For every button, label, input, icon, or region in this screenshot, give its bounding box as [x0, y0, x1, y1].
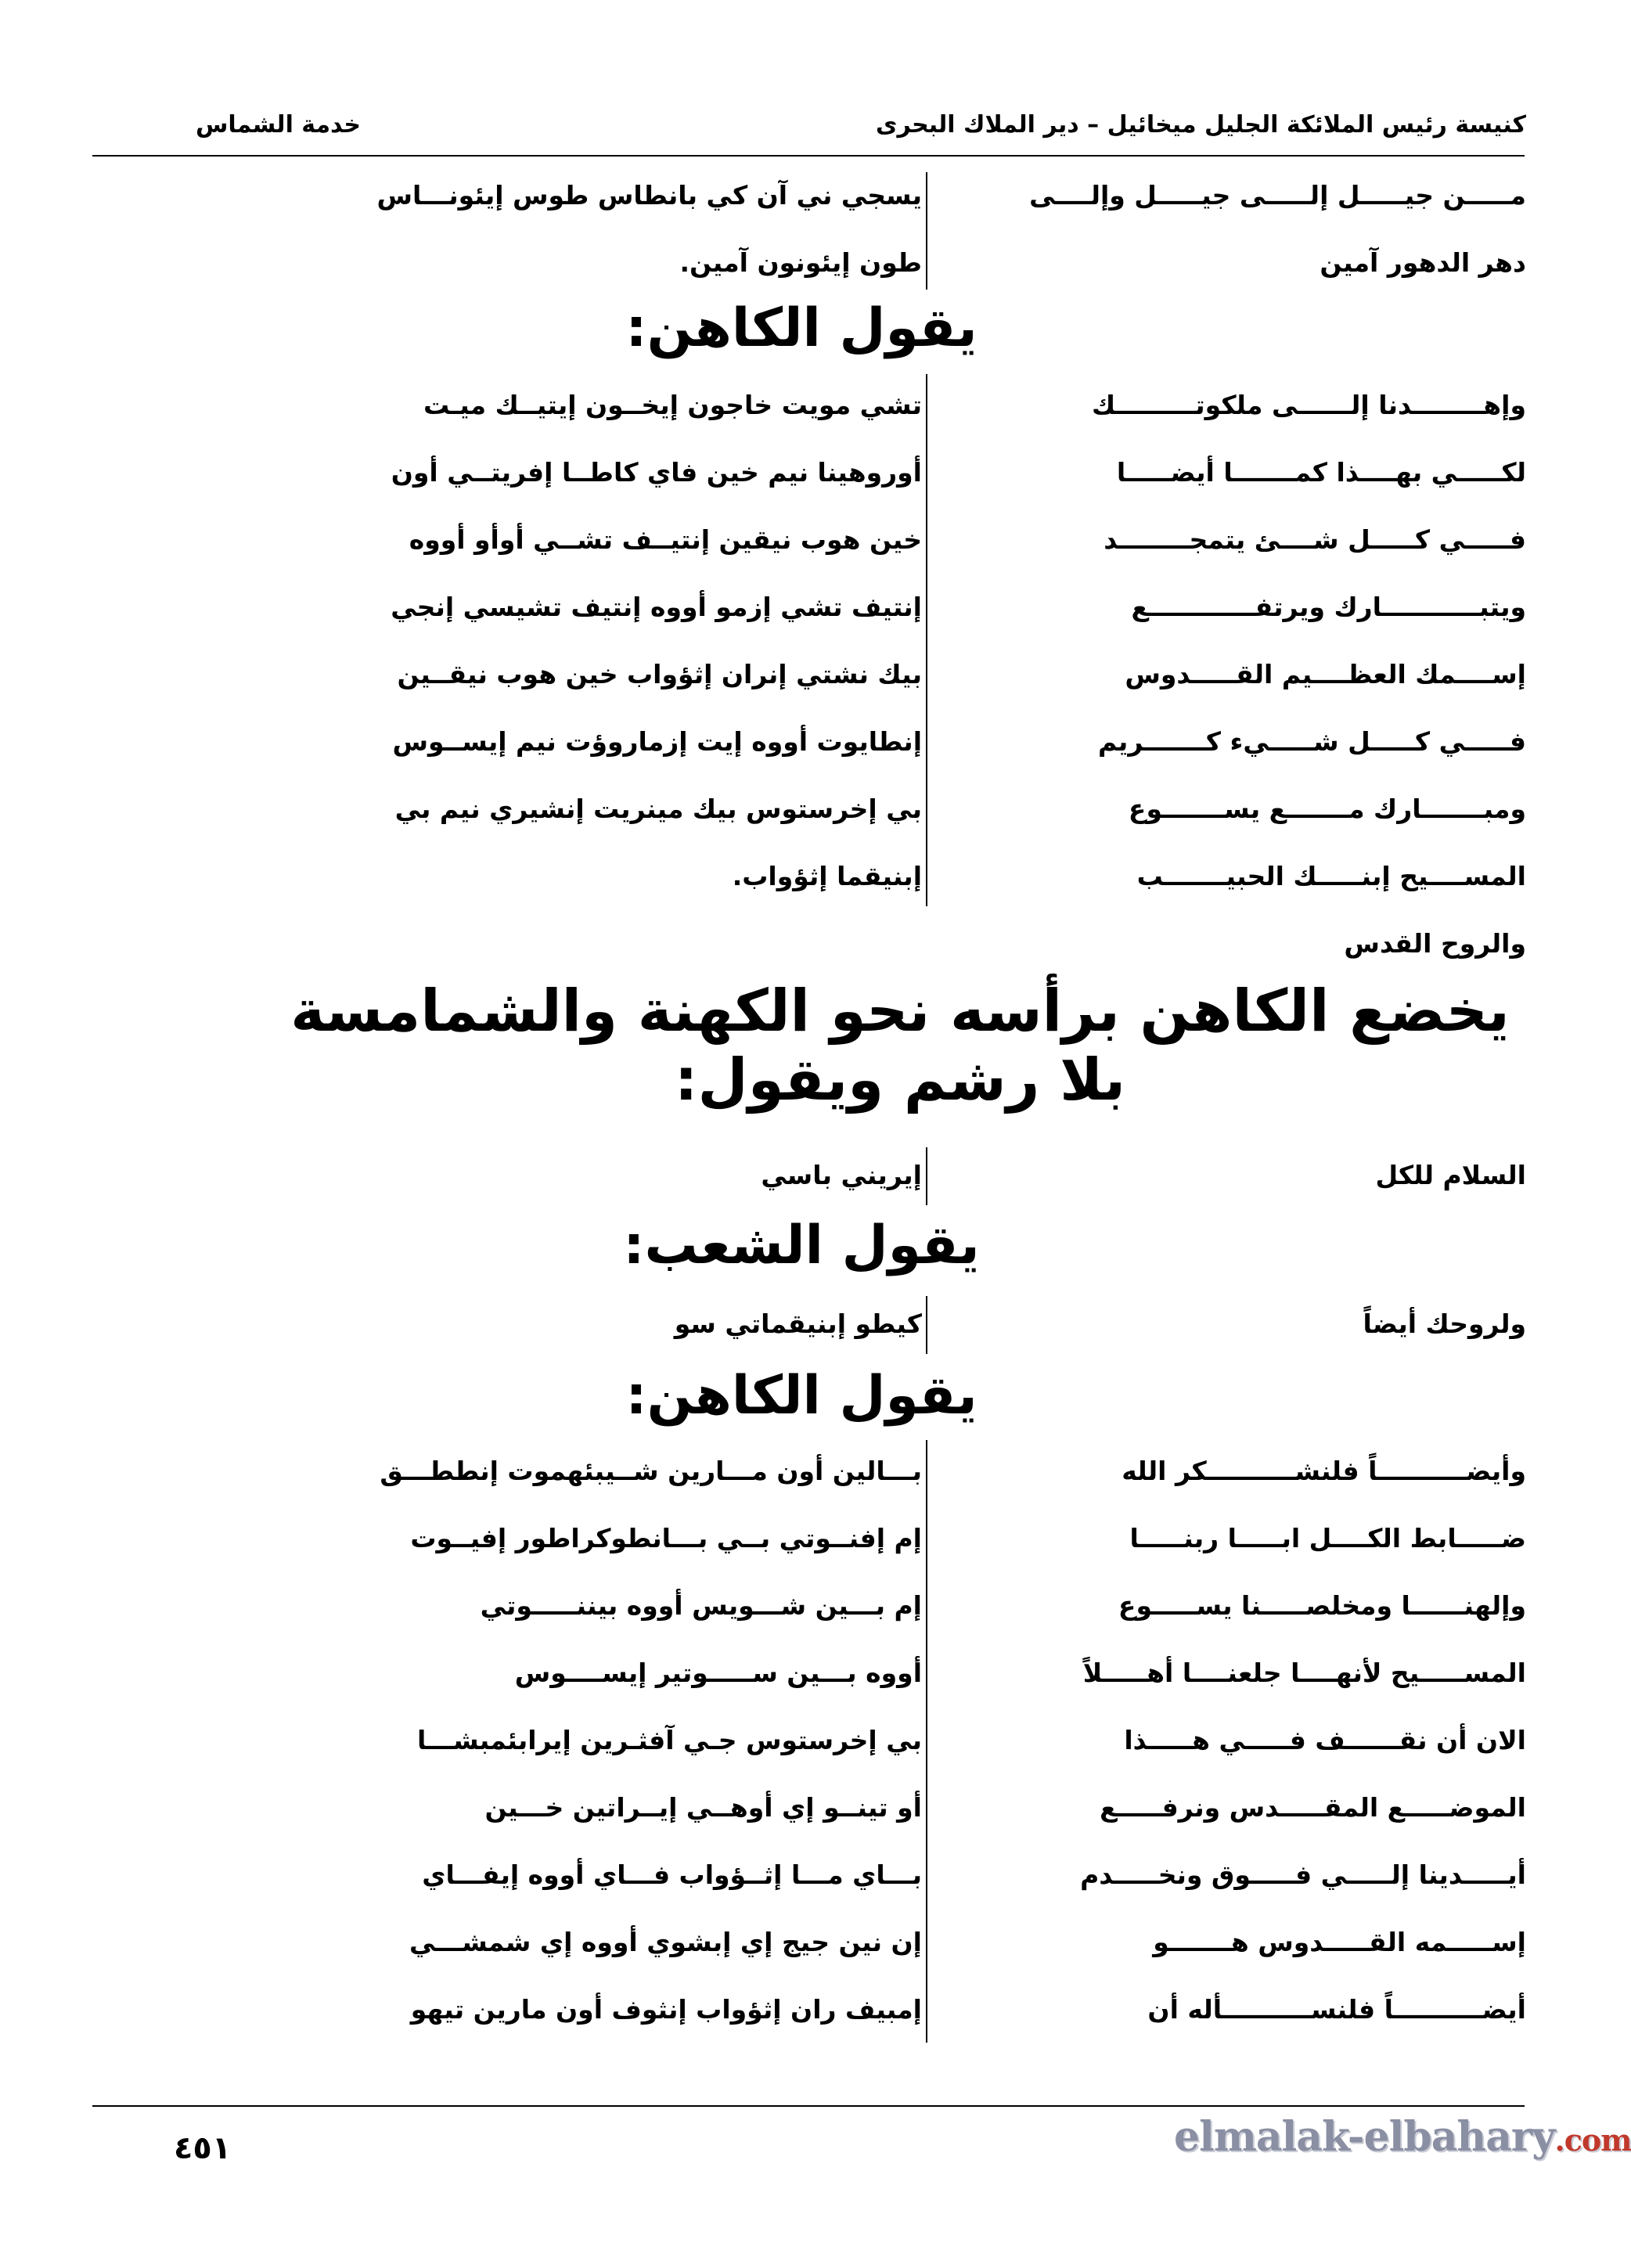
arabic-line: لكـــــي بهــــذا كمـــــــا أيضـــــا — [1116, 457, 1526, 488]
coptic-line: بـــالين أون مـــارين شــيبئهموت إنططـــق — [380, 1456, 922, 1486]
header-title: كنيسة رئيس الملائكة الجليل ميخائيل – دير الملاك البحرى — [875, 111, 1526, 139]
coptic-line: أوروهينا نيم خين فاي كاطــا إفريتــي أون — [391, 457, 922, 488]
arabic-line: المســــيح إبنـــــك الحبيـــــــب — [1136, 861, 1526, 891]
section-heading: يقول الكاهن: — [625, 1365, 978, 1427]
coptic-line: طون إيئونون آمين. — [679, 247, 922, 278]
arabic-line: فـــــي كـــــل شـــــيء كـــــــريم — [1098, 726, 1526, 757]
arabic-line: الان أن نقــــــف فـــــي هـــــذا — [1124, 1725, 1526, 1755]
coptic-line: إمبيف ران إثؤواب إنثوف أون مارين تيهو — [410, 1994, 922, 2025]
coptic-line: إم إفنــوتي بــي بـــانطوكراطور إفيــوت — [410, 1523, 922, 1553]
arabic-line: مـــــن جيـــــل إلـــــى جيـــــل وإلــــى — [1029, 180, 1526, 211]
page-number: ٤٥١ — [174, 2130, 232, 2166]
arabic-line: دهر الدهور آمين — [1320, 247, 1526, 278]
header-section: خدمة الشماس — [196, 111, 362, 139]
arabic-line: أيـــــدينا إلـــــي فـــــوق ونخـــــدم — [1080, 1859, 1526, 1890]
site-logo — [1174, 2113, 1631, 2161]
logo-tld: .com — [1554, 2122, 1631, 2158]
arabic-line: إســـــمه القـــــدوس هـــــــو — [1153, 1927, 1526, 1957]
coptic-line: كيطو إبنيقماتي سو — [674, 1309, 922, 1339]
coptic-line: بي إخرستوس بيك مينريت إنشيري نيم بي — [394, 794, 922, 824]
arabic-line: والروح القدس — [1344, 928, 1526, 959]
coptic-line: إنتيف تشي إزمو أووه إنتيف تشيسي إنجي — [391, 592, 922, 622]
footer-rule — [92, 2105, 1525, 2107]
arabic-line: أيضــــــــــاً فلنســــــــــأله أن — [1147, 1994, 1526, 2025]
column-divider — [926, 1296, 927, 1354]
arabic-line: ولروحك أيضاً — [1363, 1309, 1526, 1339]
column-divider — [926, 374, 927, 906]
coptic-line: بيك نشتي إنران إثؤواب خين هوب نيقــين — [397, 659, 922, 689]
column-divider — [926, 1147, 927, 1205]
coptic-line: إبنيقما إثؤواب. — [732, 861, 922, 891]
arabic-line: السلام للكل — [1375, 1160, 1526, 1190]
section-heading: يقول الشعب: — [623, 1215, 980, 1276]
coptic-line: إنطايوت أووه إيت إزماروؤت نيم إيســوس — [392, 726, 922, 757]
column-divider — [926, 172, 927, 290]
coptic-line: بي إخرستوس جـي آفثـرين إيرابئمبشـــا — [416, 1725, 922, 1755]
header-rule — [92, 155, 1525, 157]
coptic-line: إن نين جيج إي إبشوي أووه إي شمشـــي — [409, 1927, 922, 1957]
coptic-line: يسجي ني آن كي بانطاس طوس إيئونـــاس — [376, 180, 922, 211]
arabic-line: إســــمك العظــــيم القـــــدوس — [1125, 659, 1526, 689]
arabic-line: الموضـــــع المقـــــدس ونرفـــــع — [1100, 1792, 1526, 1823]
coptic-line: إيريني باسي — [761, 1160, 922, 1190]
coptic-line: تشي مويت خاجون إيخــون إيتيــك ميـت — [423, 390, 922, 420]
coptic-line: إم بـــين شـــويس أووه بيننـــــوتي — [480, 1590, 922, 1621]
arabic-line: ومبـــــــارك مـــــــع يســـــــوع — [1128, 794, 1526, 824]
arabic-line: وإهــــــــدنا إلــــــى ملكوتـــــــــك — [1092, 390, 1526, 420]
arabic-line: وإلهنــــــا ومخلصـــــنا يســـــوع — [1118, 1590, 1526, 1621]
arabic-line: ضـــــابط الكــــل ابـــــا ربنـــــا — [1129, 1523, 1526, 1553]
arabic-line: فـــــي كـــــل شــــئ يتمجــــــــد — [1104, 524, 1526, 555]
column-divider — [926, 1440, 927, 2043]
coptic-line: خين هوب نيقين إنتيــف تشــي أوأو أووه — [409, 524, 922, 555]
coptic-line: أووه بـــين ســـــوتير إيســــوس — [514, 1658, 922, 1688]
logo-text: elmalak-elbahary — [1174, 2113, 1555, 2161]
rubric-heading: يخضع الكاهن برأسه نحو الكهنة والشمامسة بلا رشم ويقول: — [290, 977, 1510, 1114]
arabic-line: وأيضــــــــــاً فلنشــــــــــكر الله — [1122, 1456, 1526, 1486]
coptic-line: بـــاي مـــا إثــؤواب فـــاي أووه إيفـــاي — [422, 1859, 922, 1890]
section-heading: يقول الكاهن: — [625, 297, 978, 359]
arabic-line: ويتبـــــــــــارك ويرتفــــــــــــع — [1131, 592, 1526, 622]
coptic-line: أو تينــو إي أوهــي إيــراتين خـــين — [484, 1792, 922, 1823]
arabic-line: المســـــيح لأنهــــا جلعنــــا أهـــــلاً — [1082, 1658, 1526, 1688]
